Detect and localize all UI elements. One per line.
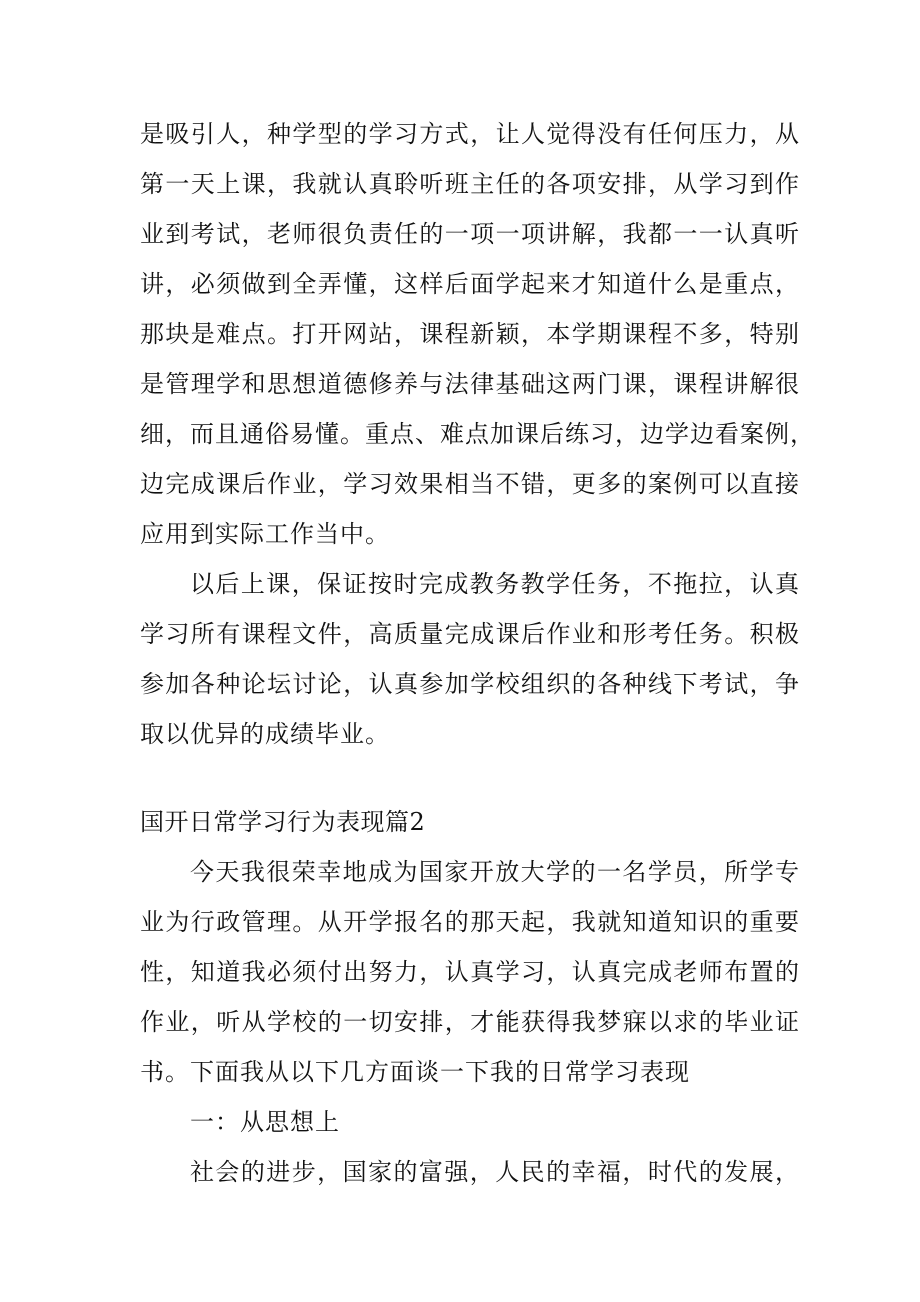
paragraph-line: 参加各种论坛讨论，认真参加学校组织的各种线下考试，争 (140, 670, 800, 698)
paragraph-line: 学习所有课程文件，高质量完成课后作业和形考任务。积极 (140, 620, 800, 648)
subheading: 一：从思想上 (190, 1108, 340, 1136)
paragraph-line: 应用到实际工作当中。 (140, 520, 390, 548)
paragraph-line: 那块是难点。打开网站，课程新颖，本学期课程不多，特别 (140, 320, 800, 348)
paragraph-line: 以后上课，保证按时完成教务教学任务，不拖拉，认真 (190, 570, 800, 598)
paragraph-line: 取以优异的成绩毕业。 (140, 720, 390, 748)
paragraph-line: 业到考试，老师很负责任的一项一项讲解，我都一一认真听 (140, 220, 800, 248)
paragraph-line: 书。下面我从以下几方面谈一下我的日常学习表现 (140, 1058, 690, 1086)
paragraph-line: 是吸引人，种学型的学习方式，让人觉得没有任何压力，从 (140, 120, 800, 148)
section-title: 国开日常学习行为表现篇2 (140, 808, 426, 836)
paragraph-line: 讲，必须做到全弄懂，这样后面学起来才知道什么是重点， (140, 270, 800, 298)
paragraph-line: 性，知道我必须付出努力，认真学习，认真完成老师布置的 (140, 958, 800, 986)
paragraph-line: 是管理学和思想道德修养与法律基础这两门课，课程讲解很 (140, 370, 800, 398)
paragraph-line: 今天我很荣幸地成为国家开放大学的一名学员，所学专 (190, 858, 800, 886)
paragraph-line: 业为行政管理。从开学报名的那天起，我就知道知识的重要 (140, 908, 800, 936)
paragraph-line: 第一天上课，我就认真聆听班主任的各项安排，从学习到作 (140, 170, 800, 198)
paragraph-line: 边完成课后作业，学习效果相当不错，更多的案例可以直接 (140, 470, 800, 498)
paragraph-line: 细，而且通俗易懂。重点、难点加课后练习，边学边看案例， (140, 420, 815, 448)
paragraph-line: 社会的进步，国家的富强，人民的幸福，时代的发展， (190, 1158, 800, 1186)
paragraph-line: 作业，听从学校的一切安排，才能获得我梦寐以求的毕业证 (140, 1008, 800, 1036)
